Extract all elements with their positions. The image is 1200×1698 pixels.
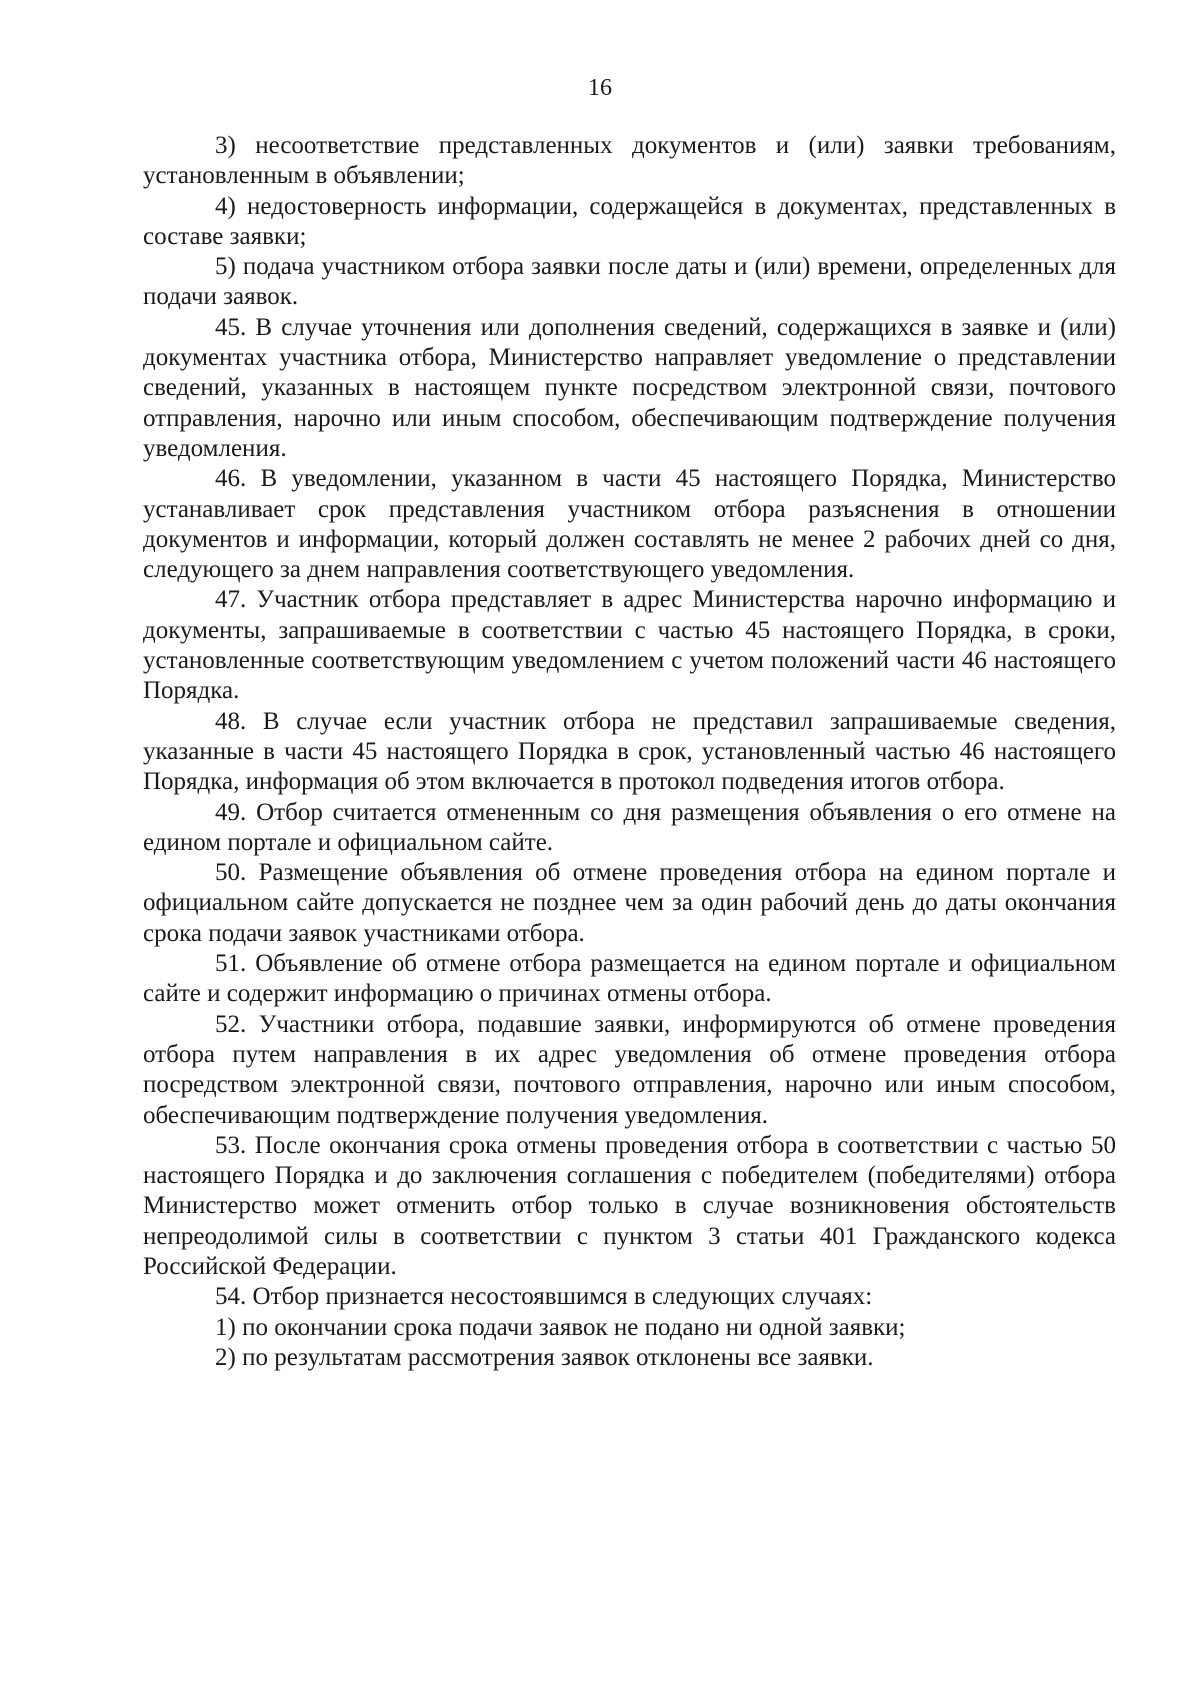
paragraph-52: 52. Участники отбора, подавшие заявки, информируются об отмене проведения отбора путем направления в их адрес уведомления об отмене проведения отбора посредством электронной связи, почтового отправления, нарочно или иным способом, обеспечивающим подтверждение получения уведомления. <box>143 1010 1116 1129</box>
paragraph-49: 49. Отбор считается отмененным со дня размещения объявления о его отмене на едином портале и официальном сайте. <box>143 798 1116 856</box>
paragraph-47: 47. Участник отбора представляет в адрес Министерства нарочно информацию и документы, запрашиваемые в соответствии с частью 45 настоящего Порядка, в сроки, установленные соответствующим уведомлением с учетом положений части 46 настоящего Порядка. <box>143 586 1116 705</box>
paragraph-46: 46. В уведомлении, указанном в части 45 настоящего Порядка, Министерство устанавливает срок представления участником отбора разъяснения в отношении документов и информации, который должен составлять не менее 2 рабочих дней со дня, следующего за днем направления соответствующего уведомления. <box>143 465 1116 584</box>
paragraph-item-4: 4) недостоверность информации, содержащейся в документах, представленных в составе заявки; <box>143 192 1116 250</box>
paragraph-50: 50. Размещение объявления об отмене проведения отбора на едином портале и официальном сайте допускается не позднее чем за один рабочий день до даты окончания срока подачи заявок участниками отбора. <box>143 859 1116 947</box>
page-number: 16 <box>588 75 612 101</box>
paragraph-45: 45. В случае уточнения или дополнения сведений, содержащихся в заявке и (или) документах участника отбора, Министерство направляет уведомление о представлении сведений, указанных в настоящем пункте посредством электронной связи, почтового отправления, нарочно или иным способом, обеспечивающим подтверждение получения уведомления. <box>143 313 1116 462</box>
paragraph-54: 54. Отбор признается несостоявшимся в следующих случаях: <box>215 1283 873 1311</box>
paragraph-54-item-1: 1) по окончании срока подачи заявок не подано ни одной заявки; <box>215 1313 906 1341</box>
paragraph-53: 53. После окончания срока отмены проведения отбора в соответствии с частью 50 настоящего Порядка и до заключения соглашения с победителем (победителями) отбора Министерство может отменить отбор только в случае возникновения обстоятельств непреодолимой силы в соответствии с пунктом 3 статьи 401 Гражданского кодекса Российской Федерации. <box>143 1131 1116 1280</box>
document-body <box>143 131 1116 1373</box>
paragraph-item-5: 5) подача участником отбора заявки после даты и (или) времени, определенных для подачи заявок. <box>143 253 1116 311</box>
paragraph-item-3: 3) несоответствие представленных документов и (или) заявки требованиям, установленным в объявлении; <box>143 132 1116 190</box>
paragraph-54-item-2: 2) по результатам рассмотрения заявок отклонены все заявки. <box>215 1343 874 1371</box>
paragraph-51: 51. Объявление об отмене отбора размещается на едином портале и официальном сайте и содержит информацию о причинах отмены отбора. <box>143 950 1116 1008</box>
paragraph-48: 48. В случае если участник отбора не представил запрашиваемые сведения, указанные в части 45 настоящего Порядка в срок, установленный частью 46 настоящего Порядка, информация об этом включается в протокол подведения итогов отбора. <box>143 707 1116 796</box>
